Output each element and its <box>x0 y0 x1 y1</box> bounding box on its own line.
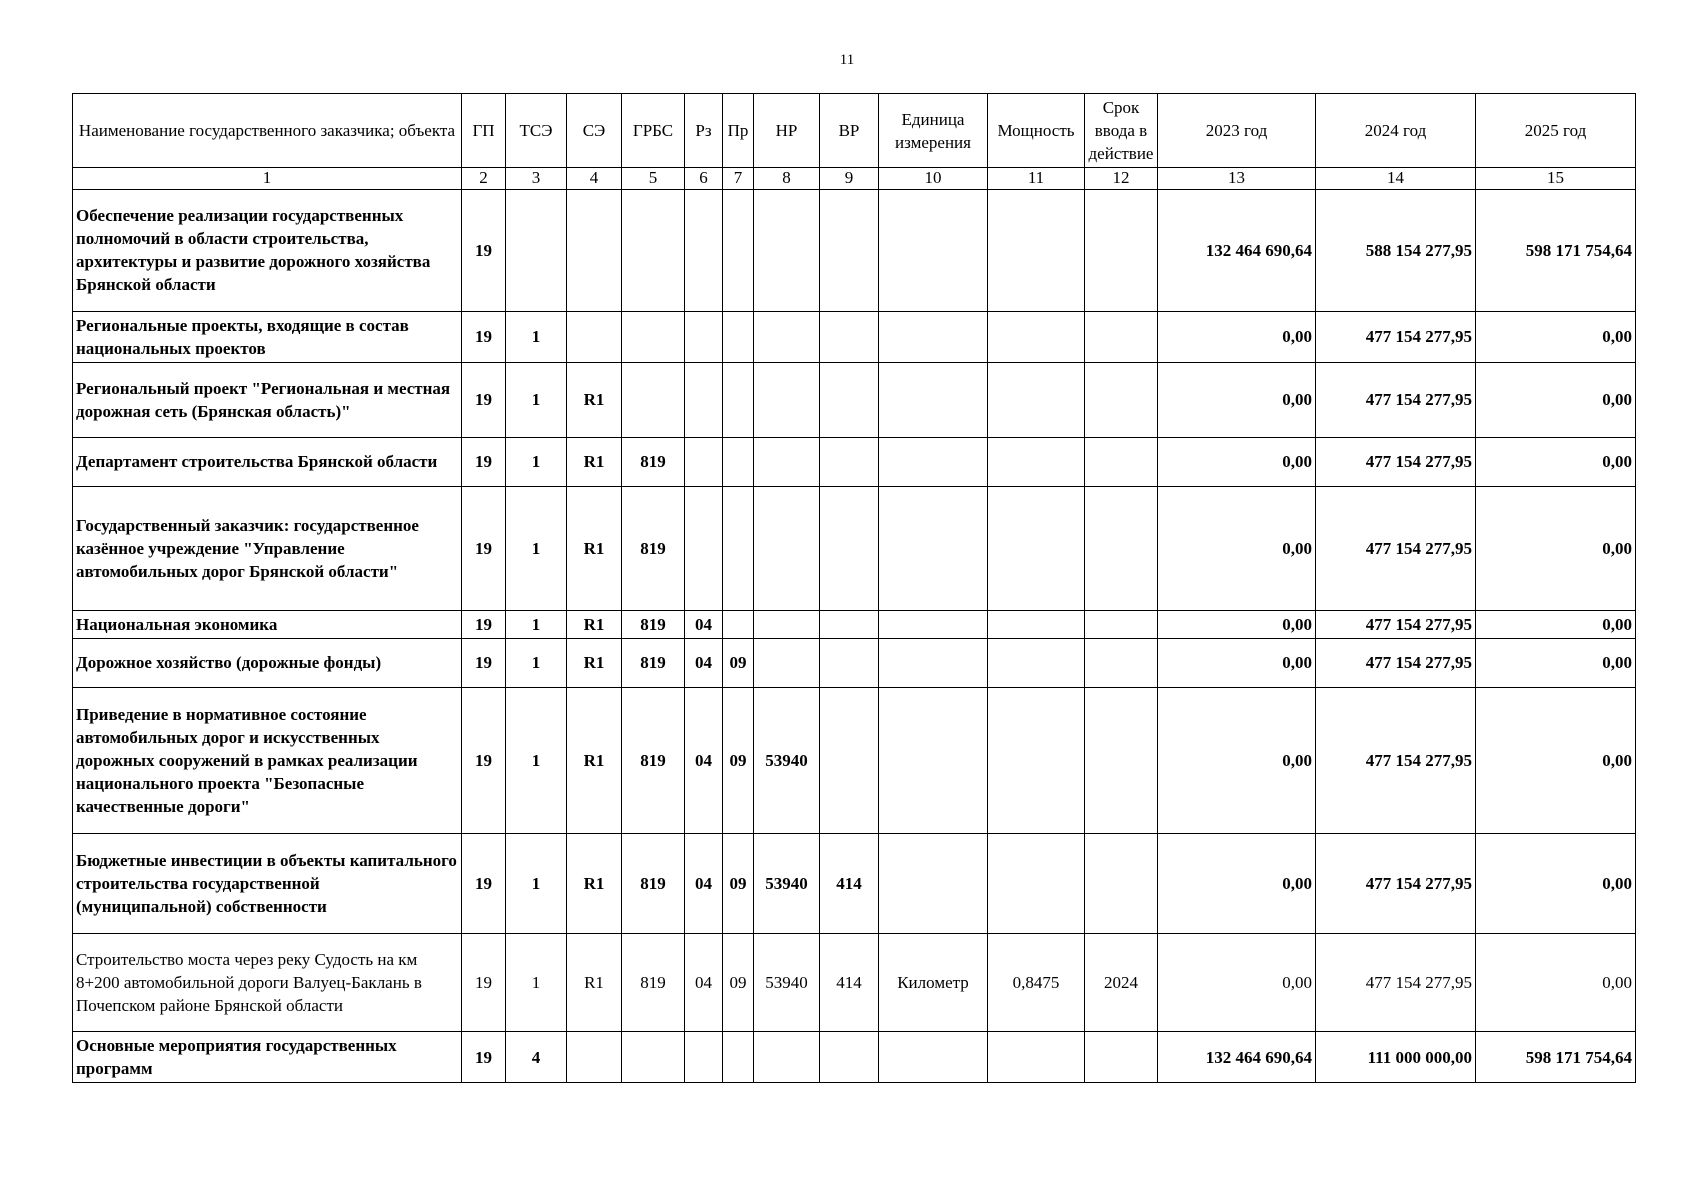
cell-unit <box>879 486 988 610</box>
cell-rz <box>685 437 723 486</box>
cell-rz: 04 <box>685 834 723 934</box>
cell-term <box>1085 437 1158 486</box>
header-term: Срок ввода в действие <box>1085 94 1158 168</box>
cell-term <box>1085 311 1158 362</box>
cell-unit <box>879 437 988 486</box>
header-nr: НР <box>754 94 820 168</box>
cell-grbs <box>622 189 685 311</box>
cell-power <box>988 639 1085 688</box>
cell-se <box>567 189 622 311</box>
cell-2023: 0,00 <box>1158 311 1316 362</box>
cell-term <box>1085 639 1158 688</box>
cell-term <box>1085 834 1158 934</box>
row-name: Департамент строительства Брянской области <box>73 437 462 486</box>
cell-grbs: 819 <box>622 934 685 1032</box>
cell-tse: 1 <box>506 639 567 688</box>
cell-se: R1 <box>567 610 622 638</box>
cell-2025: 0,00 <box>1476 934 1636 1032</box>
column-number: 8 <box>754 168 820 189</box>
cell-2024: 588 154 277,95 <box>1316 189 1476 311</box>
cell-nr <box>754 1032 820 1083</box>
cell-power <box>988 189 1085 311</box>
table-row <box>73 362 1636 437</box>
cell-power <box>988 486 1085 610</box>
header-gp: ГП <box>462 94 506 168</box>
table-row <box>73 639 1636 688</box>
cell-grbs: 819 <box>622 688 685 834</box>
cell-power <box>988 311 1085 362</box>
row-name: Региональный проект "Региональная и местная дорожная сеть (Брянская область)" <box>73 362 462 437</box>
header-2025: 2025 год <box>1476 94 1636 168</box>
cell-power <box>988 1032 1085 1083</box>
cell-vr <box>820 362 879 437</box>
cell-nr: 53940 <box>754 834 820 934</box>
cell-power <box>988 834 1085 934</box>
cell-gp: 19 <box>462 437 506 486</box>
cell-2025: 0,00 <box>1476 486 1636 610</box>
cell-term <box>1085 486 1158 610</box>
table-row <box>73 610 1636 638</box>
column-number: 12 <box>1085 168 1158 189</box>
cell-grbs: 819 <box>622 610 685 638</box>
row-name: Дорожное хозяйство (дорожные фонды) <box>73 639 462 688</box>
cell-2025: 0,00 <box>1476 311 1636 362</box>
cell-2023: 0,00 <box>1158 362 1316 437</box>
cell-tse: 1 <box>506 834 567 934</box>
cell-rz <box>685 189 723 311</box>
cell-2023: 0,00 <box>1158 688 1316 834</box>
cell-2025: 0,00 <box>1476 437 1636 486</box>
cell-2024: 477 154 277,95 <box>1316 311 1476 362</box>
cell-2024: 477 154 277,95 <box>1316 934 1476 1032</box>
cell-nr: 53940 <box>754 688 820 834</box>
cell-grbs: 819 <box>622 437 685 486</box>
cell-pr <box>723 362 754 437</box>
budget-table <box>72 93 1636 1083</box>
row-name: Региональные проекты, входящие в состав национальных проектов <box>73 311 462 362</box>
cell-nr <box>754 362 820 437</box>
cell-se: R1 <box>567 639 622 688</box>
cell-2025: 598 171 754,64 <box>1476 1032 1636 1083</box>
cell-term <box>1085 688 1158 834</box>
header-2023: 2023 год <box>1158 94 1316 168</box>
cell-power: 0,8475 <box>988 934 1085 1032</box>
cell-se: R1 <box>567 486 622 610</box>
cell-nr <box>754 189 820 311</box>
row-name: Основные мероприятия государственных программ <box>73 1032 462 1083</box>
cell-term <box>1085 362 1158 437</box>
cell-se: R1 <box>567 834 622 934</box>
cell-vr: 414 <box>820 834 879 934</box>
cell-2025: 598 171 754,64 <box>1476 189 1636 311</box>
cell-se: R1 <box>567 934 622 1032</box>
cell-unit <box>879 1032 988 1083</box>
cell-se: R1 <box>567 688 622 834</box>
cell-grbs <box>622 311 685 362</box>
cell-unit <box>879 834 988 934</box>
cell-tse: 1 <box>506 688 567 834</box>
header-name: Наименование государственного заказчика; объекта <box>73 94 462 168</box>
cell-tse: 1 <box>506 362 567 437</box>
table-row <box>73 311 1636 362</box>
cell-gp: 19 <box>462 639 506 688</box>
cell-vr <box>820 639 879 688</box>
row-name: Строительство моста через реку Судость на км 8+200 автомобильной дороги Валуец-Баклань в Почепском районе Брянской области <box>73 934 462 1032</box>
cell-vr <box>820 486 879 610</box>
cell-tse: 1 <box>506 437 567 486</box>
cell-2024: 477 154 277,95 <box>1316 610 1476 638</box>
cell-tse: 1 <box>506 486 567 610</box>
cell-unit <box>879 688 988 834</box>
header-unit: Единица измерения <box>879 94 988 168</box>
cell-pr: 09 <box>723 688 754 834</box>
cell-nr <box>754 437 820 486</box>
column-number: 5 <box>622 168 685 189</box>
cell-2023: 0,00 <box>1158 639 1316 688</box>
cell-2024: 477 154 277,95 <box>1316 486 1476 610</box>
column-number: 14 <box>1316 168 1476 189</box>
header-pr: Пр <box>723 94 754 168</box>
cell-pr <box>723 1032 754 1083</box>
page-number: 11 <box>839 52 855 68</box>
column-number: 10 <box>879 168 988 189</box>
cell-power <box>988 610 1085 638</box>
cell-2025: 0,00 <box>1476 639 1636 688</box>
cell-vr <box>820 437 879 486</box>
cell-2024: 477 154 277,95 <box>1316 639 1476 688</box>
cell-nr: 53940 <box>754 934 820 1032</box>
cell-2025: 0,00 <box>1476 610 1636 638</box>
cell-2023: 0,00 <box>1158 486 1316 610</box>
table-row <box>73 189 1636 311</box>
cell-rz: 04 <box>685 610 723 638</box>
cell-pr: 09 <box>723 834 754 934</box>
cell-2023: 132 464 690,64 <box>1158 189 1316 311</box>
cell-power <box>988 362 1085 437</box>
cell-2023: 0,00 <box>1158 934 1316 1032</box>
cell-se <box>567 1032 622 1083</box>
row-name: Бюджетные инвестиции в объекты капитального строительства государственной (муниципальной) собственности <box>73 834 462 934</box>
cell-gp: 19 <box>462 486 506 610</box>
cell-rz: 04 <box>685 688 723 834</box>
cell-unit <box>879 610 988 638</box>
header-grbs: ГРБС <box>622 94 685 168</box>
cell-grbs: 819 <box>622 639 685 688</box>
cell-gp: 19 <box>462 311 506 362</box>
table-row <box>73 486 1636 610</box>
row-name: Обеспечение реализации государственных полномочий в области строительства, архитектуры и развитие дорожного хозяйства Брянской области <box>73 189 462 311</box>
column-number: 15 <box>1476 168 1636 189</box>
cell-power <box>988 437 1085 486</box>
cell-nr <box>754 486 820 610</box>
column-number: 7 <box>723 168 754 189</box>
cell-vr <box>820 688 879 834</box>
row-name: Государственный заказчик: государственное казённое учреждение "Управление автомобильных дорог Брянской области" <box>73 486 462 610</box>
header-row <box>73 94 1636 168</box>
cell-unit <box>879 362 988 437</box>
cell-vr <box>820 311 879 362</box>
cell-pr: 09 <box>723 639 754 688</box>
header-rz: Рз <box>685 94 723 168</box>
cell-tse: 4 <box>506 1032 567 1083</box>
cell-vr <box>820 610 879 638</box>
cell-tse: 1 <box>506 934 567 1032</box>
cell-rz: 04 <box>685 934 723 1032</box>
cell-2024: 477 154 277,95 <box>1316 362 1476 437</box>
cell-tse <box>506 189 567 311</box>
table-row <box>73 437 1636 486</box>
cell-rz <box>685 362 723 437</box>
cell-pr <box>723 486 754 610</box>
cell-se: R1 <box>567 437 622 486</box>
cell-2024: 477 154 277,95 <box>1316 688 1476 834</box>
cell-grbs: 819 <box>622 834 685 934</box>
column-number: 3 <box>506 168 567 189</box>
table-row <box>73 1032 1636 1083</box>
column-number-row <box>73 168 1636 189</box>
table-row <box>73 688 1636 834</box>
cell-pr <box>723 189 754 311</box>
cell-2023: 0,00 <box>1158 437 1316 486</box>
cell-pr <box>723 437 754 486</box>
cell-tse: 1 <box>506 311 567 362</box>
header-tse: ТСЭ <box>506 94 567 168</box>
cell-2023: 132 464 690,64 <box>1158 1032 1316 1083</box>
cell-2025: 0,00 <box>1476 362 1636 437</box>
column-number: 13 <box>1158 168 1316 189</box>
cell-term <box>1085 610 1158 638</box>
cell-vr <box>820 189 879 311</box>
cell-pr <box>723 311 754 362</box>
cell-rz: 04 <box>685 639 723 688</box>
cell-term: 2024 <box>1085 934 1158 1032</box>
cell-nr <box>754 639 820 688</box>
cell-2025: 0,00 <box>1476 834 1636 934</box>
cell-se <box>567 311 622 362</box>
cell-gp: 19 <box>462 834 506 934</box>
column-number: 11 <box>988 168 1085 189</box>
cell-power <box>988 688 1085 834</box>
cell-pr: 09 <box>723 934 754 1032</box>
cell-term <box>1085 189 1158 311</box>
column-number: 9 <box>820 168 879 189</box>
cell-grbs <box>622 362 685 437</box>
cell-nr <box>754 610 820 638</box>
cell-2023: 0,00 <box>1158 834 1316 934</box>
cell-tse: 1 <box>506 610 567 638</box>
cell-rz <box>685 311 723 362</box>
cell-unit <box>879 311 988 362</box>
cell-se: R1 <box>567 362 622 437</box>
cell-vr <box>820 1032 879 1083</box>
cell-gp: 19 <box>462 934 506 1032</box>
cell-gp: 19 <box>462 1032 506 1083</box>
column-number: 4 <box>567 168 622 189</box>
cell-rz <box>685 1032 723 1083</box>
cell-term <box>1085 1032 1158 1083</box>
cell-pr <box>723 610 754 638</box>
cell-2024: 477 154 277,95 <box>1316 834 1476 934</box>
table-row <box>73 834 1636 934</box>
cell-gp: 19 <box>462 362 506 437</box>
column-number: 2 <box>462 168 506 189</box>
cell-rz <box>685 486 723 610</box>
table-row <box>73 934 1636 1032</box>
cell-2025: 0,00 <box>1476 688 1636 834</box>
cell-unit <box>879 639 988 688</box>
cell-unit: Километр <box>879 934 988 1032</box>
column-number: 1 <box>73 168 462 189</box>
column-number: 6 <box>685 168 723 189</box>
cell-grbs <box>622 1032 685 1083</box>
cell-nr <box>754 311 820 362</box>
cell-unit <box>879 189 988 311</box>
header-power: Мощность <box>988 94 1085 168</box>
row-name: Национальная экономика <box>73 610 462 638</box>
cell-2023: 0,00 <box>1158 610 1316 638</box>
cell-2024: 111 000 000,00 <box>1316 1032 1476 1083</box>
row-name: Приведение в нормативное состояние автомобильных дорог и искусственных дорожных сооружений в рамках реализации национального проекта "Безопасные качественные дороги" <box>73 688 462 834</box>
cell-gp: 19 <box>462 189 506 311</box>
header-2024: 2024 год <box>1316 94 1476 168</box>
cell-vr: 414 <box>820 934 879 1032</box>
cell-gp: 19 <box>462 610 506 638</box>
cell-grbs: 819 <box>622 486 685 610</box>
header-vr: ВР <box>820 94 879 168</box>
cell-2024: 477 154 277,95 <box>1316 437 1476 486</box>
header-se: СЭ <box>567 94 622 168</box>
cell-gp: 19 <box>462 688 506 834</box>
